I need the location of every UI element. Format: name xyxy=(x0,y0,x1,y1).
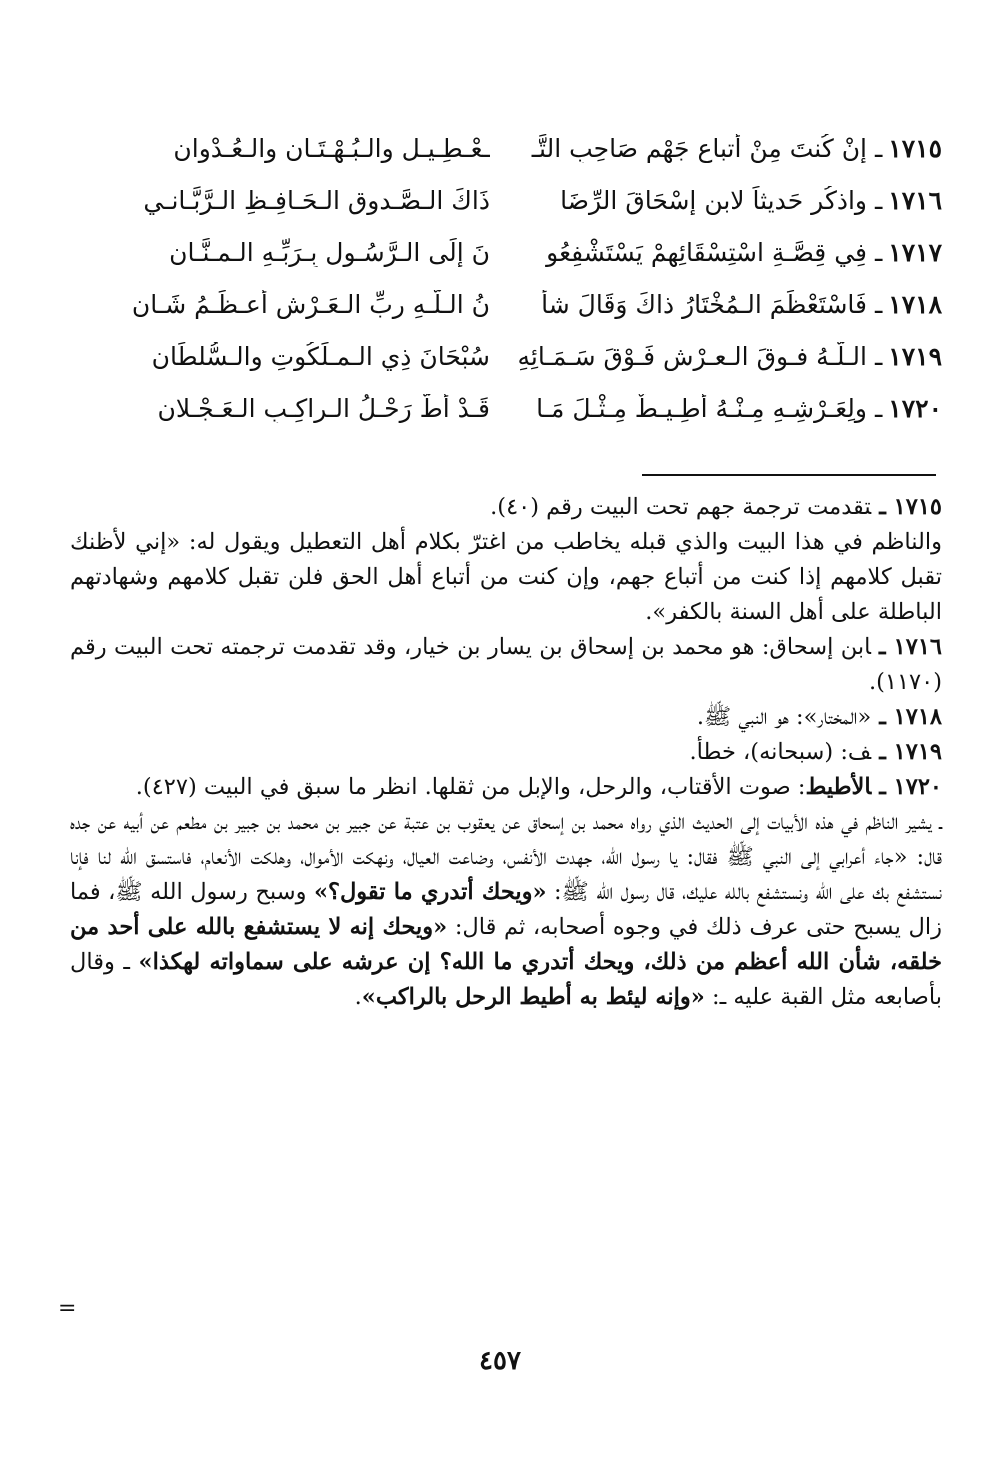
footnote-number: ١٧٢٠ ـ xyxy=(879,774,942,800)
footnote-number: ١٧١٥ ـ xyxy=(879,494,942,520)
verse-row xyxy=(70,382,942,434)
hadith-quote: «وإنه ليئط به أطيط الرحل بالراكب» xyxy=(361,984,705,1010)
hadith-quote: «ويحك أتدري ما تقول؟» xyxy=(313,879,547,905)
verse-row xyxy=(70,122,942,174)
verse-right-text: فِي قِصَّـةِ اسْتِسْقَائِهِمْ يَسْتَشْفِعُو xyxy=(546,237,867,267)
hadith-text: وسبح رسول الله ﷺ، فما زال يسبح حتى عرف ذلك في وجوه أصحابه، ثم قال: xyxy=(70,879,942,940)
footnote-1720 xyxy=(70,770,942,805)
verse-first-hemistich: ١٧١٨ـ فَاسْتَعْظَمَ الـمُخْتَارُ ذاكَ وَقَالَ شأ xyxy=(541,289,942,319)
footnote-separator xyxy=(642,474,936,476)
verse-number: ١٧٢٠ xyxy=(888,393,942,423)
footnote-text: تقدمت ترجمة جهم تحت البيت رقم (٤٠). xyxy=(490,494,872,520)
footnote-number: ١٧١٩ ـ xyxy=(879,739,942,765)
verse-second-hemistich: ـعْـطِـيـلِ والـبُـهْـتَـانِ والـعُـدْوانِ xyxy=(173,133,490,163)
continuation-mark: = xyxy=(58,1296,77,1321)
footnote-1718 xyxy=(70,700,942,735)
verse-row xyxy=(70,330,942,382)
hadith-text: ـ يشير الناظم في هذه الأبيات إلى الحديث الذي رواه محمد بن إسحاق عن يعقوب بن عتبة عن جبير بن محمد بن جبير بن مطعم عن أبيه عن جده قال: «جاء أعرابي إلى النبي ﷺ فقال: يا رسول الله، جهدت الأنفس، وضاعت العيال، ونهكت الأموال، وهلكت الأنعام، فاستسق الله لنا فإنا نستشفع بك على الله ونستشفع بالله عليك، قال رسول الله ﷺ: xyxy=(70,809,942,905)
footnotes xyxy=(70,490,942,1015)
verse-number: ١٧١٧ xyxy=(888,237,942,267)
footnote-text: ف: (سبحانه)، خطأ. xyxy=(689,739,872,765)
verse-right-text: إنْ كُنتَ مِنْ أتباعِ جَهْمٍ صَاحِبِ التَّـ xyxy=(531,133,867,163)
verse-number: ١٧١٥ xyxy=(888,133,942,163)
verse-right-text: ولِعَـرْشِـهِ مِـنْـهُ أطِـيـطٌ مِـثْـلَ مَـا xyxy=(536,393,867,423)
verse-right-text: الـلَّـهُ فـوقَ الـعـرْشِ فَـوْقَ سَـمَـائِهِ xyxy=(517,341,867,371)
poem-verses xyxy=(70,122,942,434)
verse-first-hemistich: ١٧٢٠ـ ولِعَـرْشِـهِ مِـنْـهُ أطِـيـطٌ مِـثْـلَ مَـا xyxy=(536,393,942,423)
verse-row xyxy=(70,278,942,330)
footnote-number: ١٧١٨ ـ xyxy=(879,704,942,730)
verse-first-hemistich: ١٧١٧ـ فِي قِصَّـةِ اسْتِسْقَائِهِمْ يَسْتَشْفِعُو xyxy=(546,237,942,267)
footnote-term: الأطيط xyxy=(805,774,872,800)
footnote-1719 xyxy=(70,735,942,770)
hadith-text: ـ وقال بأصابعه مثل القبة عليه ـ: xyxy=(70,949,942,1010)
footnote-1715 xyxy=(70,490,942,525)
verse-first-hemistich: ١٧١٦ـ واذكُر حَديثاً لابنِ إسْحَاقَ الرِّضَا xyxy=(560,185,942,215)
verse-row xyxy=(70,174,942,226)
footnote-1715-continuation: والناظم في هذا البيت والذي قبله يخاطب من اغترّ بكلام أهل التعطيل ويقول له: «إني لأظنك تقبل كلامهم إذا كنت من أتباع جهم، وإن كنت من أتباع أهل الحق فلن تقبل كلامهم وشهادتهم الباطلة على أهل السنة بالكفر». xyxy=(70,529,942,625)
verse-row xyxy=(70,226,942,278)
hadith-text: . xyxy=(354,984,362,1010)
hadith-quote: «ويحك إنه لا يستشفع بالله على أحد من خلقه، شأن الله أعظم من ذلك، ويحك أتدري ما الله؟ إن عرشه على سماواته لهكذا» xyxy=(70,914,942,975)
footnote-1720-hadith xyxy=(70,805,942,1015)
verse-first-hemistich: ١٧١٥ـ إنْ كُنتَ مِنْ أتباعِ جَهْمٍ صَاحِبِ التَّـ xyxy=(531,133,942,163)
footnote-1716 xyxy=(70,630,942,700)
verse-number: ١٧١٨ xyxy=(888,289,942,319)
footnote-number: ١٧١٦ ـ xyxy=(878,634,942,660)
footnote-text: : صوت الأقتاب، والرحل، والإبل من ثقلها. انظر ما سبق في البيت (٤٢٧). xyxy=(135,774,806,800)
verse-second-hemistich: نُ الـلَّـهِ ربِّ الـعَـرْشِ أعـظَـمُ شَـانِ xyxy=(131,289,490,319)
verse-number: ١٧١٩ xyxy=(888,341,942,371)
verse-second-hemistich: ذَاكَ الـصَّـدوقِ الـحَـافِـظِ الـرَّبَّـانـي xyxy=(143,185,490,215)
verse-first-hemistich: ١٧١٩ـ الـلَّـهُ فـوقَ الـعـرْشِ فَـوْقَ سَـمَـائِهِ xyxy=(517,341,942,371)
verse-second-hemistich: سُبْحَانَ ذِي الـمـلَكُوتِ والـسُّلطَانِ xyxy=(151,341,490,371)
verse-number: ١٧١٦ xyxy=(888,185,942,215)
verse-right-text: فَاسْتَعْظَمَ الـمُخْتَارُ ذاكَ وَقَالَ شأ xyxy=(541,289,867,319)
footnote-text: ابن إسحاق: هو محمد بن إسحاق بن يسار بن خيار، وقد تقدمت ترجمته تحت البيت رقم (١١٧٠). xyxy=(70,634,942,695)
verse-right-text: واذكُر حَديثاً لابنِ إسْحَاقَ الرِّضَا xyxy=(560,185,867,215)
page-number: ٤٥٧ xyxy=(479,1346,521,1376)
footnote-text: «المختار»: هو النبي ﷺ. xyxy=(696,704,872,730)
verse-second-hemistich: قَـدْ أطَّ رَحْـلُ الـراكِـبِ الـعَـجْـلانِ xyxy=(157,393,490,423)
verse-second-hemistich: نَ إلَى الـرَّسُـولِ بِـرَبِّـهِ الـمـنَّـانِ xyxy=(169,237,490,267)
